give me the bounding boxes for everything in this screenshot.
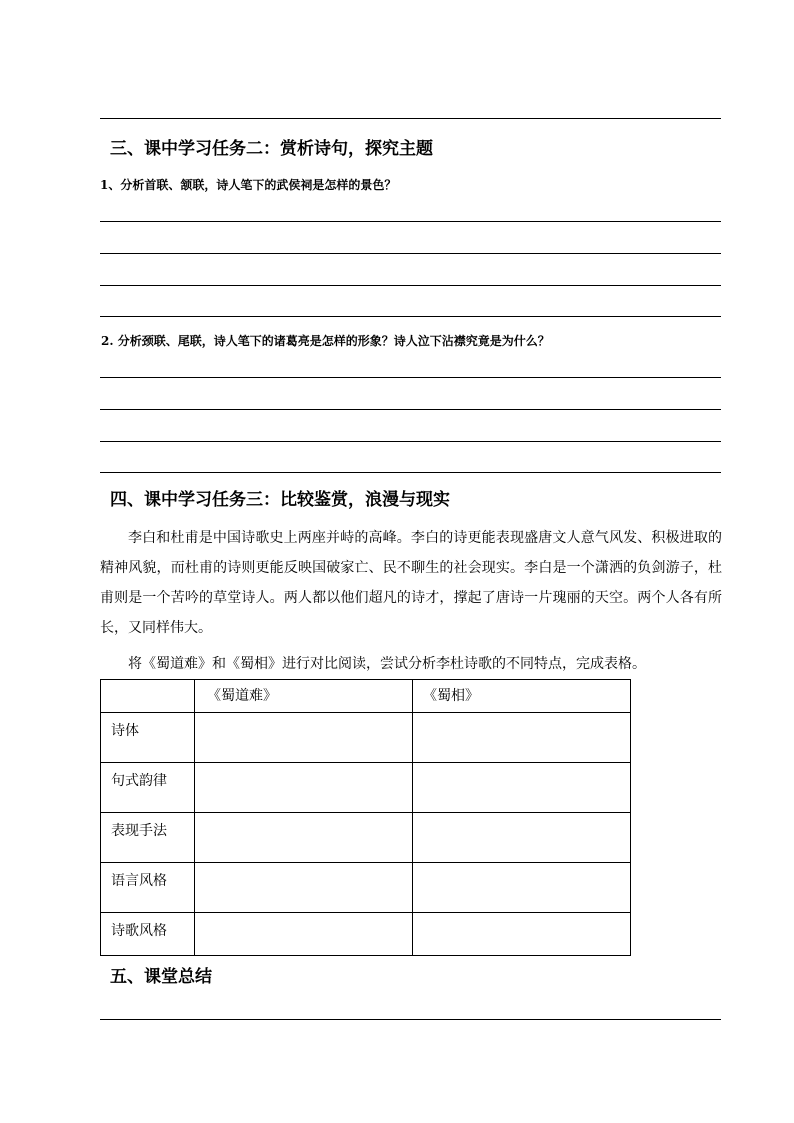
- table-row: [101, 913, 631, 956]
- answer-cell[interactable]: [413, 913, 631, 956]
- section3-title: 三、课中学习任务二：赏析诗句，探究主题: [110, 139, 433, 159]
- answer-cell[interactable]: [195, 863, 413, 913]
- row-label: 语言风格: [101, 863, 195, 913]
- top-answer-line: [100, 118, 721, 119]
- section4-title: 四、课中学习任务三：比较鉴赏，浪漫与现实: [110, 490, 450, 510]
- section4-paragraph: 李白和杜甫是中国诗歌史上两座并峙的高峰。李白的诗更能表现盛唐文人意气风发、积极进取的精神风貌，而杜甫的诗则更能反映国破家亡、民不聊生的社会现实。李白是一个潇洒的负剑游子，杜甫则是一个苦吟的草堂诗人。两人都以他们超凡的诗才，撑起了唐诗一片瑰丽的天空。两个人各有所长，又同样伟大。: [100, 530, 722, 636]
- table-header-cell: 《蜀相》: [413, 680, 631, 713]
- answer-cell[interactable]: [413, 713, 631, 763]
- table-row: [101, 763, 631, 813]
- answer-line: [100, 441, 721, 442]
- answer-line: [100, 1019, 721, 1020]
- answer-line: [100, 377, 721, 378]
- answer-cell[interactable]: [195, 713, 413, 763]
- answer-line: [100, 316, 721, 317]
- question-1: 1、分析首联、颔联，诗人笔下的武侯祠是怎样的景色？: [100, 178, 397, 192]
- question-2: 2. 分析颈联、尾联，诗人笔下的诸葛亮是怎样的形象？诗人泣下沾襟究竟是为什么？: [101, 334, 550, 348]
- answer-cell[interactable]: [413, 863, 631, 913]
- table-row: [101, 863, 631, 913]
- comparison-table: [100, 679, 631, 956]
- answer-cell[interactable]: [413, 763, 631, 813]
- section5-title: 五、课堂总结: [110, 967, 212, 987]
- answer-cell[interactable]: [413, 813, 631, 863]
- row-label: 表现手法: [101, 813, 195, 863]
- table-header-cell: 《蜀道难》: [195, 680, 413, 713]
- table-instruction: 将《蜀道难》和《蜀相》进行对比阅读，尝试分析李杜诗歌的不同特点，完成表格。: [128, 656, 646, 672]
- table-row: [101, 713, 631, 763]
- answer-cell[interactable]: [195, 813, 413, 863]
- table-header-row: [101, 680, 631, 713]
- table-row: [101, 813, 631, 863]
- answer-line: [100, 285, 721, 286]
- table-header-cell: [101, 680, 195, 713]
- row-label: 诗体: [101, 713, 195, 763]
- answer-line: [100, 221, 721, 222]
- answer-cell[interactable]: [195, 913, 413, 956]
- answer-line: [100, 472, 721, 473]
- row-label: 句式韵律: [101, 763, 195, 813]
- answer-line: [100, 409, 721, 410]
- row-label: 诗歌风格: [101, 913, 195, 956]
- answer-line: [100, 253, 721, 254]
- answer-cell[interactable]: [195, 763, 413, 813]
